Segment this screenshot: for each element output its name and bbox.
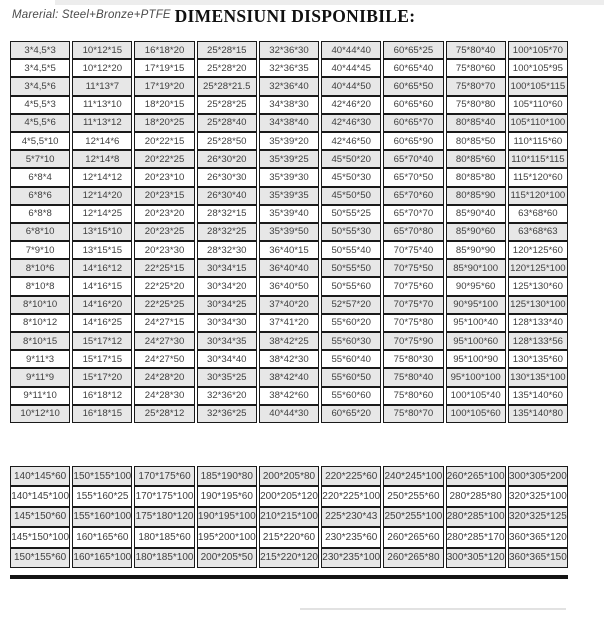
table-row (10, 150, 568, 168)
dimension-cell: 14*16*15 (72, 277, 132, 295)
dimension-cell: 25*28*40 (197, 114, 257, 132)
dimension-cell: 65*70*50 (383, 168, 443, 186)
dimension-cell: 3*4,5*6 (10, 77, 70, 95)
dimension-cell: 55*60*20 (321, 314, 381, 332)
dimension-cell: 13*15*10 (72, 223, 132, 241)
table-row (10, 296, 568, 314)
dimension-cell: 190*195*100 (197, 507, 257, 527)
dimension-cell: 14*16*20 (72, 296, 132, 314)
dimension-cell: 35*39*40 (259, 205, 319, 223)
dimension-cell: 30*34*25 (197, 296, 257, 314)
dimension-cell: 55*60*50 (321, 368, 381, 386)
dimension-cell: 8*10*10 (10, 296, 70, 314)
dimension-cell: 38*42*25 (259, 332, 319, 350)
dimension-cell: 30*34*15 (197, 259, 257, 277)
dimension-cell: 220*225*100 (321, 486, 381, 506)
dimension-cell: 3*4,5*3 (10, 41, 70, 59)
dimension-cell: 28*32*25 (197, 223, 257, 241)
dimension-cell: 90*95*100 (446, 296, 506, 314)
dimension-cell: 65*70*40 (383, 150, 443, 168)
dimension-cell: 80*85*50 (446, 132, 506, 150)
dimension-cell: 36*40*50 (259, 277, 319, 295)
dimension-cell: 30*34*40 (197, 350, 257, 368)
dimension-cell: 32*36*40 (259, 77, 319, 95)
dimension-cell: 22*25*15 (134, 259, 194, 277)
dimension-cell: 140*145*60 (10, 466, 70, 486)
dimension-cell: 30*34*20 (197, 277, 257, 295)
table-row (10, 507, 568, 527)
dimension-cell: 20*23*20 (134, 205, 194, 223)
dimension-cell: 3*4,5*5 (10, 59, 70, 77)
dimension-cell: 15*17*12 (72, 332, 132, 350)
dimension-cell: 25*28*25 (197, 96, 257, 114)
dimension-cell: 63*68*63 (508, 223, 568, 241)
dimension-cell: 16*18*15 (72, 405, 132, 423)
dimension-cell: 16*18*12 (72, 387, 132, 405)
table-row (10, 41, 568, 59)
dimensions-table-small (8, 41, 570, 423)
dimension-cell: 55*60*40 (321, 350, 381, 368)
dimension-cell: 30*34*35 (197, 332, 257, 350)
dimension-cell: 200*205*50 (197, 548, 257, 568)
dimension-cell: 75*80*80 (446, 96, 506, 114)
dimension-cell: 300*305*120 (446, 548, 506, 568)
dimension-cell: 125*130*100 (508, 296, 568, 314)
dimension-cell: 280*285*80 (446, 486, 506, 506)
dimension-cell: 85*90*90 (446, 241, 506, 259)
dimension-cell: 230*235*60 (321, 527, 381, 547)
dimension-cell: 35*39*30 (259, 168, 319, 186)
table-row (10, 332, 568, 350)
dimension-cell: 38*42*30 (259, 350, 319, 368)
dimension-cell: 128*133*56 (508, 332, 568, 350)
dimension-cell: 170*175*60 (134, 466, 194, 486)
dimension-cell: 60*65*40 (383, 59, 443, 77)
dimension-cell: 100*105*60 (446, 405, 506, 423)
dimension-cell: 8*10*6 (10, 259, 70, 277)
dimension-cell: 38*42*40 (259, 368, 319, 386)
dimension-cell: 40*44*50 (321, 77, 381, 95)
dimension-cell: 55*60*30 (321, 332, 381, 350)
table-row (10, 59, 568, 77)
dimension-cell: 36*40*40 (259, 259, 319, 277)
dimension-cell: 32*36*25 (197, 405, 257, 423)
dimension-cell: 12*14*20 (72, 187, 132, 205)
dimension-cell: 20*22*25 (134, 150, 194, 168)
dimension-cell: 38*42*60 (259, 387, 319, 405)
dimension-cell: 26*30*40 (197, 187, 257, 205)
dimension-cell: 40*44*40 (321, 41, 381, 59)
table-bottom-rule (10, 575, 568, 579)
dimension-cell: 70*75*60 (383, 277, 443, 295)
dimension-cell: 11*13*10 (72, 96, 132, 114)
dimension-cell: 12*14*25 (72, 205, 132, 223)
dimension-cell: 65*70*60 (383, 187, 443, 205)
dimension-cell: 70*75*50 (383, 259, 443, 277)
dimension-cell: 260*265*100 (446, 466, 506, 486)
dimension-cell: 32*36*20 (197, 387, 257, 405)
dimension-cell: 40*44*30 (259, 405, 319, 423)
table-row (10, 277, 568, 295)
dimension-cell: 95*100*100 (446, 368, 506, 386)
dimension-cell: 85*90*40 (446, 205, 506, 223)
dimension-cell: 42*46*20 (321, 96, 381, 114)
dimension-cell: 75*80*70 (446, 77, 506, 95)
table-row (10, 132, 568, 150)
dimension-cell: 90*95*60 (446, 277, 506, 295)
dimension-cell: 30*34*30 (197, 314, 257, 332)
dimension-cell: 150*155*60 (10, 548, 70, 568)
dimension-cell: 24*28*20 (134, 368, 194, 386)
dimension-cell: 15*17*20 (72, 368, 132, 386)
dimension-cell: 50*55*25 (321, 205, 381, 223)
dimension-cell: 115*120*60 (508, 168, 568, 186)
dimension-cell: 140*145*100 (10, 486, 70, 506)
table-row (10, 314, 568, 332)
dimension-cell: 24*28*30 (134, 387, 194, 405)
dimension-cell: 37*40*20 (259, 296, 319, 314)
dimension-cell: 110*115*60 (508, 132, 568, 150)
dimension-cell: 135*140*80 (508, 405, 568, 423)
dimension-cell: 6*8*4 (10, 168, 70, 186)
dimension-cell: 130*135*100 (508, 368, 568, 386)
dimension-cell: 28*32*30 (197, 241, 257, 259)
dimension-cell: 22*25*25 (134, 296, 194, 314)
dimension-cell: 190*195*60 (197, 486, 257, 506)
dimension-cell: 35*39*50 (259, 223, 319, 241)
table-row (10, 350, 568, 368)
dimension-cell: 80*85*80 (446, 168, 506, 186)
dimension-cell: 160*165*60 (72, 527, 132, 547)
material-note: Marerial: Steel+Bronze+PTFE (12, 9, 171, 21)
dimension-cell: 80*85*60 (446, 150, 506, 168)
table-row (10, 466, 568, 486)
dimension-cell: 32*36*35 (259, 59, 319, 77)
table-row (10, 486, 568, 506)
dimension-cell: 200*205*80 (259, 466, 319, 486)
dimension-cell: 8*10*8 (10, 277, 70, 295)
dimension-cell: 60*65*60 (383, 96, 443, 114)
dimension-cell: 110*115*115 (508, 150, 568, 168)
dimension-cell: 115*120*100 (508, 187, 568, 205)
dimension-cell: 60*65*20 (321, 405, 381, 423)
table-row (10, 387, 568, 405)
dimension-cell: 6*8*6 (10, 187, 70, 205)
dimension-cell: 24*27*50 (134, 350, 194, 368)
dimension-cell: 10*12*15 (72, 41, 132, 59)
dimension-cell: 80*85*40 (446, 114, 506, 132)
dimension-cell: 105*110*60 (508, 96, 568, 114)
dimension-cell: 18*20*15 (134, 96, 194, 114)
dimension-cell: 320*325*125 (508, 507, 568, 527)
dimension-cell: 95*100*40 (446, 314, 506, 332)
dimension-cell: 210*215*100 (259, 507, 319, 527)
dimension-cell: 15*17*15 (72, 350, 132, 368)
dimension-cell: 14*16*12 (72, 259, 132, 277)
dimension-cell: 125*130*60 (508, 277, 568, 295)
top-divider-bar (55, 0, 604, 5)
dimension-cell: 8*10*15 (10, 332, 70, 350)
dimension-cell: 200*205*120 (259, 486, 319, 506)
dimension-cell: 4*5,5*3 (10, 96, 70, 114)
table-row (10, 168, 568, 186)
dimension-cell: 50*55*50 (321, 259, 381, 277)
footer-divider (300, 608, 566, 610)
dimension-cell: 100*105*115 (508, 77, 568, 95)
dimensions-table-large (8, 466, 570, 568)
dimension-cell: 215*220*120 (259, 548, 319, 568)
dimension-cell: 28*32*15 (197, 205, 257, 223)
table-row (10, 205, 568, 223)
dimension-cell: 135*140*60 (508, 387, 568, 405)
dimension-cell: 9*11*9 (10, 368, 70, 386)
dimension-cell: 130*135*60 (508, 350, 568, 368)
dimension-cell: 40*44*45 (321, 59, 381, 77)
dimension-cell: 20*23*10 (134, 168, 194, 186)
dimension-cell: 26*30*20 (197, 150, 257, 168)
dimension-cell: 280*285*170 (446, 527, 506, 547)
dimension-cell: 75*80*60 (446, 59, 506, 77)
dimension-cell: 195*200*100 (197, 527, 257, 547)
dimension-cell: 155*160*100 (72, 507, 132, 527)
dimension-cell: 18*20*25 (134, 114, 194, 132)
dimension-cell: 160*165*100 (72, 548, 132, 568)
dimension-cell: 260*265*60 (383, 527, 443, 547)
dimension-cell: 70*75*80 (383, 314, 443, 332)
dimension-cell: 65*70*80 (383, 223, 443, 241)
dimension-cell: 55*60*60 (321, 387, 381, 405)
dimension-cell: 155*160*25 (72, 486, 132, 506)
dimension-cell: 6*8*10 (10, 223, 70, 241)
dimension-cell: 180*185*100 (134, 548, 194, 568)
table-row (10, 187, 568, 205)
dimension-cell: 145*150*100 (10, 527, 70, 547)
dimension-cell: 24*27*15 (134, 314, 194, 332)
dimension-cell: 80*85*90 (446, 187, 506, 205)
dimension-cell: 75*80*60 (383, 387, 443, 405)
dimension-cell: 120*125*100 (508, 259, 568, 277)
dimension-cell: 35*39*20 (259, 132, 319, 150)
table-row (10, 223, 568, 241)
dimension-cell: 170*175*100 (134, 486, 194, 506)
dimension-cell: 5*7*10 (10, 150, 70, 168)
dimension-cell: 30*35*25 (197, 368, 257, 386)
dimension-cell: 280*285*100 (446, 507, 506, 527)
dimension-cell: 42*46*50 (321, 132, 381, 150)
dimension-cell: 60*65*70 (383, 114, 443, 132)
dimension-cell: 45*50*20 (321, 150, 381, 168)
dimension-cell: 60*65*50 (383, 77, 443, 95)
dimension-cell: 220*225*60 (321, 466, 381, 486)
dimension-cell: 70*75*90 (383, 332, 443, 350)
dimension-cell: 45*50*30 (321, 168, 381, 186)
dimension-cell: 360*365*150 (508, 548, 568, 568)
dimension-cell: 22*25*20 (134, 277, 194, 295)
table-row (10, 527, 568, 547)
dimension-cell: 180*185*60 (134, 527, 194, 547)
table-row (10, 368, 568, 386)
dimension-cell: 145*150*60 (10, 507, 70, 527)
dimension-cell: 50*55*60 (321, 277, 381, 295)
dimension-cell: 4*5,5*10 (10, 132, 70, 150)
dimension-cell: 360*365*120 (508, 527, 568, 547)
dimension-cell: 26*30*30 (197, 168, 257, 186)
dimension-cell: 16*18*20 (134, 41, 194, 59)
dimension-cell: 60*65*25 (383, 41, 443, 59)
dimension-cell: 75*80*40 (446, 41, 506, 59)
dimension-cell: 11*13*12 (72, 114, 132, 132)
dimension-cell: 35*39*25 (259, 150, 319, 168)
table-row (10, 96, 568, 114)
dimension-cell: 13*15*15 (72, 241, 132, 259)
dimension-cell: 95*100*90 (446, 350, 506, 368)
dimension-cell: 225*230*43 (321, 507, 381, 527)
dimension-cell: 25*28*15 (197, 41, 257, 59)
dimension-cell: 105*110*100 (508, 114, 568, 132)
dimension-cell: 75*80*30 (383, 350, 443, 368)
dimension-cell: 50*55*40 (321, 241, 381, 259)
dimension-cell: 7*9*10 (10, 241, 70, 259)
dimension-cell: 17*19*20 (134, 77, 194, 95)
dimension-cell: 75*80*40 (383, 368, 443, 386)
dimension-cell: 215*220*60 (259, 527, 319, 547)
dimension-cell: 42*46*30 (321, 114, 381, 132)
dimension-cell: 50*55*30 (321, 223, 381, 241)
dimension-cell: 100*105*70 (508, 41, 568, 59)
dimension-cell: 85*90*60 (446, 223, 506, 241)
table-row (10, 259, 568, 277)
dimension-cell: 20*22*15 (134, 132, 194, 150)
dimension-cell: 14*16*25 (72, 314, 132, 332)
table-row (10, 241, 568, 259)
dimension-cell: 25*28*20 (197, 59, 257, 77)
dimension-cell: 70*75*40 (383, 241, 443, 259)
dimension-cell: 240*245*100 (383, 466, 443, 486)
dimension-cell: 300*305*200 (508, 466, 568, 486)
dimension-cell: 70*75*70 (383, 296, 443, 314)
dimension-cell: 20*23*25 (134, 223, 194, 241)
table-row (10, 405, 568, 423)
dimension-cell: 10*12*10 (10, 405, 70, 423)
dimension-cell: 9*11*10 (10, 387, 70, 405)
dimension-cell: 120*125*60 (508, 241, 568, 259)
dimension-cell: 320*325*100 (508, 486, 568, 506)
dimension-cell: 34*38*30 (259, 96, 319, 114)
dimension-cell: 185*190*80 (197, 466, 257, 486)
dimension-cell: 75*80*70 (383, 405, 443, 423)
dimension-cell: 150*155*100 (72, 466, 132, 486)
table-row (10, 77, 568, 95)
dimension-cell: 60*65*90 (383, 132, 443, 150)
dimension-cell: 230*235*100 (321, 548, 381, 568)
page-title: DIMENSIUNI DISPONIBILE: (174, 6, 416, 26)
dimension-cell: 8*10*12 (10, 314, 70, 332)
dimension-cell: 32*36*30 (259, 41, 319, 59)
dimension-cell: 12*14*12 (72, 168, 132, 186)
dimension-cell: 35*39*35 (259, 187, 319, 205)
dimension-cell: 20*23*15 (134, 187, 194, 205)
dimension-cell: 25*28*50 (197, 132, 257, 150)
dimension-cell: 11*13*7 (72, 77, 132, 95)
dimension-cell: 20*23*30 (134, 241, 194, 259)
dimension-cell: 85*90*100 (446, 259, 506, 277)
dimension-cell: 37*41*20 (259, 314, 319, 332)
table-row (10, 548, 568, 568)
dimension-cell: 100*105*40 (446, 387, 506, 405)
dimension-cell: 25*28*21.5 (197, 77, 257, 95)
dimension-cell: 250*255*60 (383, 486, 443, 506)
dimension-cell: 24*27*30 (134, 332, 194, 350)
dimension-cell: 260*265*80 (383, 548, 443, 568)
dimension-cell: 25*28*12 (134, 405, 194, 423)
dimension-cell: 52*57*20 (321, 296, 381, 314)
dimension-cell: 63*68*60 (508, 205, 568, 223)
dimension-cell: 12*14*6 (72, 132, 132, 150)
dimension-cell: 128*133*40 (508, 314, 568, 332)
dimension-cell: 10*12*20 (72, 59, 132, 77)
dimension-cell: 65*70*70 (383, 205, 443, 223)
dimension-cell: 100*105*95 (508, 59, 568, 77)
dimension-cell: 4*5,5*6 (10, 114, 70, 132)
dimension-cell: 34*38*40 (259, 114, 319, 132)
dimension-cell: 17*19*15 (134, 59, 194, 77)
dimension-cell: 175*180*120 (134, 507, 194, 527)
dimension-cell: 95*100*60 (446, 332, 506, 350)
dimension-cell: 6*8*8 (10, 205, 70, 223)
dimension-cell: 12*14*8 (72, 150, 132, 168)
dimension-cell: 9*11*3 (10, 350, 70, 368)
dimension-cell: 250*255*100 (383, 507, 443, 527)
table-row (10, 114, 568, 132)
dimension-cell: 45*50*50 (321, 187, 381, 205)
dimension-cell: 36*40*15 (259, 241, 319, 259)
